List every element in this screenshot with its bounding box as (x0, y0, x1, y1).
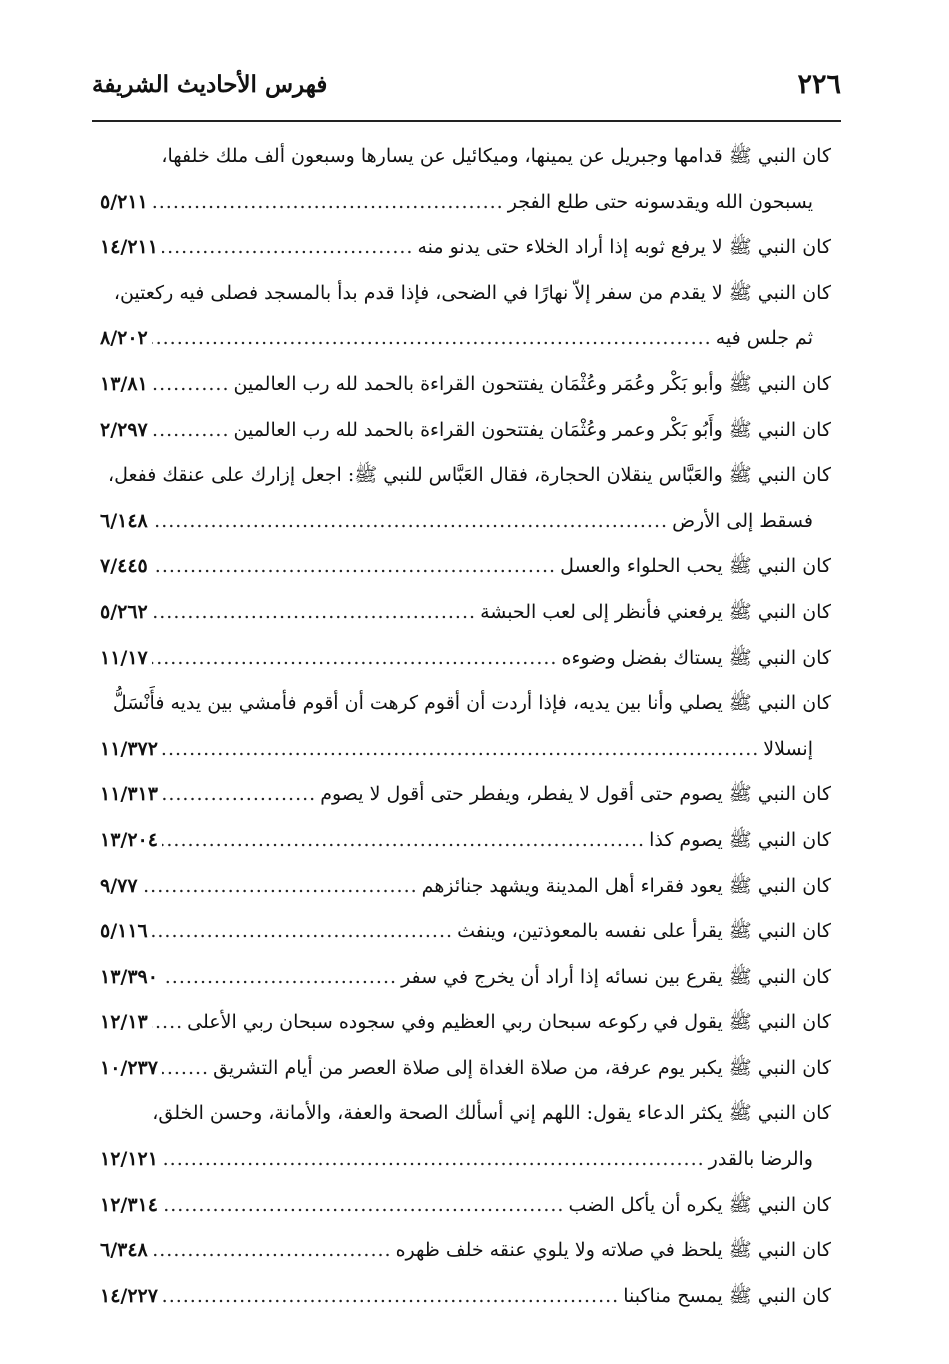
entry-text: كان النبي ﷺ يمسح مناكبنا (623, 1284, 831, 1307)
leader-dots (152, 1228, 392, 1274)
leader-dots (152, 636, 558, 682)
entry-reference: ٦/١٤٨ (100, 509, 148, 532)
entry-text: كان النبي ﷺ يحب الحلواء والعسل (560, 555, 831, 578)
entry-text: كان النبي ﷺ يكره أن يأكل الضب (568, 1193, 831, 1216)
index-entry (100, 225, 831, 271)
index-entry (100, 636, 831, 682)
leader-dots (152, 544, 556, 590)
entry-reference: ١١/٣٧٢ (100, 737, 158, 760)
leader-dots (152, 180, 504, 226)
entry-text: كان النبي ﷺ يرفعني فأنظر إلى لعب الحبشة (480, 600, 831, 623)
index-entry (100, 1228, 831, 1274)
leader-dots (162, 772, 316, 818)
entry-text: والرضا بالقدر (708, 1148, 813, 1171)
entry-text: كان النبي ﷺ يصوم كذا (649, 828, 831, 851)
entry-text: كان النبي ﷺ يكبر يوم عرفة، من صلاة الغداة إلى صلاة العصر من أيام التشريق (213, 1056, 831, 1079)
entry-text: كان النبي ﷺ يقول في ركوعه سبحان ربي العظيم وفي سجوده سبحان ربي الأعلى (187, 1011, 831, 1034)
index-entry (100, 1046, 831, 1092)
entry-reference: ١١/١٧ (100, 646, 148, 669)
entry-reference: ٥/٢٦٢ (100, 600, 148, 623)
entry-text: كان النبي ﷺ يعود فقراء أهل المدينة ويشهد جنائزهم (421, 874, 831, 897)
entry-text: كان النبي ﷺ يقرأ على نفسه بالمعوذتين، وينفث (457, 920, 831, 943)
index-entry: كان النبي ﷺ لا يقدم من سفر إلاّ نهارًا في الضحى، فإذا قدم بدأ بالمسجد فصلى فيه ركعتين، (113, 281, 831, 304)
leader-dots (162, 955, 397, 1001)
entry-text: كان النبي ﷺ يلحظ في صلاته ولا يلوي عنقه خلف ظهره (395, 1239, 831, 1262)
page-header (92, 58, 841, 110)
entry-reference: ١٤/٢٢٧ (100, 1284, 158, 1307)
index-entry-continuation (100, 180, 831, 226)
entry-reference: ١٢/١٣ (100, 1011, 148, 1034)
entry-reference: ١٣/٣٩٠ (100, 965, 158, 988)
leader-dots (162, 1274, 619, 1320)
index-entry-continuation (100, 1137, 831, 1183)
entry-reference: ١١/٣١٣ (100, 783, 158, 806)
entry-text: يسبحون الله ويقدسونه حتى طلع الفجر (507, 190, 813, 213)
leader-dots (162, 727, 759, 773)
index-entry: كان النبي ﷺ والعَبَّاس ينقلان الحجارة، فقال العَبَّاس للنبي ﷺ: اجعل إزارك على عنقك ففعل، (107, 464, 831, 487)
entry-text: كان النبي ﷺ وأبو بَكْر وعُمَر وعُثْمَان يفتتحون القراءة بالحمد لله رب العالمين (233, 372, 831, 395)
entry-reference: ١٣/٢٠٤ (100, 828, 158, 851)
index-entry (100, 818, 831, 864)
entry-text: ثم جلس فيه (715, 327, 813, 350)
index-entry-continuation (100, 499, 831, 545)
index-entry: كان النبي ﷺ يصلي وأنا بين يديه، فإذا أردت أن أقوم كرهت أن أقوم فأمشي بين يديه فأَنْسَلُّ (112, 692, 831, 715)
entry-reference: ١٢/٣١٤ (100, 1193, 158, 1216)
leader-dots (152, 408, 230, 454)
entry-reference: ١٣/٨١ (100, 372, 148, 395)
leader-dots (152, 499, 668, 545)
leader-dots (162, 1183, 565, 1229)
entry-text: كان النبي ﷺ يستاك بفضل وضوءه (561, 646, 831, 669)
entry-reference: ٦/٣٤٨ (100, 1239, 148, 1262)
entry-text: كان النبي ﷺ وأَبُو بَكْر وعمر وعُثْمَان يفتتحون القراءة بالحمد لله رب العالمين (233, 418, 831, 441)
leader-dots (152, 316, 712, 362)
leader-dots (162, 1046, 209, 1092)
index-entry (100, 955, 831, 1001)
entry-reference: ٥/١١٦ (100, 920, 148, 943)
entry-text: إنسلالا (763, 737, 813, 760)
index-entry (100, 772, 831, 818)
leader-dots (162, 225, 414, 271)
entry-text: كان النبي ﷺ يقرع بين نسائه إذا أراد أن يخرج في سفر (401, 965, 831, 988)
leader-dots (152, 590, 476, 636)
index-entry (100, 362, 831, 408)
leader-dots (152, 909, 453, 955)
entry-reference: ١٠/٢٣٧ (100, 1056, 158, 1079)
index-entry: كان النبي ﷺ يكثر الدعاء يقول: اللهم إني أسألك الصحة والعفة، والأمانة، وحسن الخلق، (152, 1102, 831, 1125)
index-entry (100, 1274, 831, 1320)
leader-dots (162, 818, 645, 864)
index-entry (100, 544, 831, 590)
entry-reference: ١٤/٢١١ (100, 236, 158, 259)
entry-reference: ٧/٤٤٥ (100, 555, 148, 578)
index-entry-continuation (100, 316, 831, 362)
entry-reference: ٨/٢٠٢ (100, 327, 148, 350)
index-entry: كان النبي ﷺ قدامها وجبريل عن يمينها، وميكائيل عن يسارها وسبعون ألف ملك خلفها، (161, 145, 831, 167)
entry-text: كان النبي ﷺ لا يرفع ثوبه إذا أراد الخلاء حتى يدنو منه (417, 236, 831, 259)
entry-text: فسقط إلى الأرض (672, 509, 813, 532)
index-entry (100, 909, 831, 955)
entry-reference: ٩/٧٧ (100, 874, 138, 897)
entry-reference: ١٢/١٢١ (100, 1148, 158, 1171)
entry-text: كان النبي ﷺ يصوم حتى أقول لا يفطر، ويفطر حتى أقول لا يصوم (320, 783, 831, 806)
running-title: فهرس الأحاديث الشريفة (92, 70, 328, 98)
leader-dots (152, 362, 230, 408)
index-entry (100, 408, 831, 454)
entry-reference: ٢/٢٩٧ (100, 418, 148, 441)
index-entry-continuation (100, 727, 831, 773)
hadith-index-list (100, 134, 831, 1319)
leader-dots (142, 864, 418, 910)
header-rule (92, 120, 841, 122)
leader-dots (162, 1137, 705, 1183)
leader-dots (152, 1000, 183, 1046)
page-number: ٢٢٦ (797, 68, 841, 100)
index-entry (100, 590, 831, 636)
entry-reference: ٥/٢١١ (100, 190, 148, 213)
index-entry (100, 1183, 831, 1229)
index-entry (100, 1000, 831, 1046)
index-entry (100, 864, 831, 910)
